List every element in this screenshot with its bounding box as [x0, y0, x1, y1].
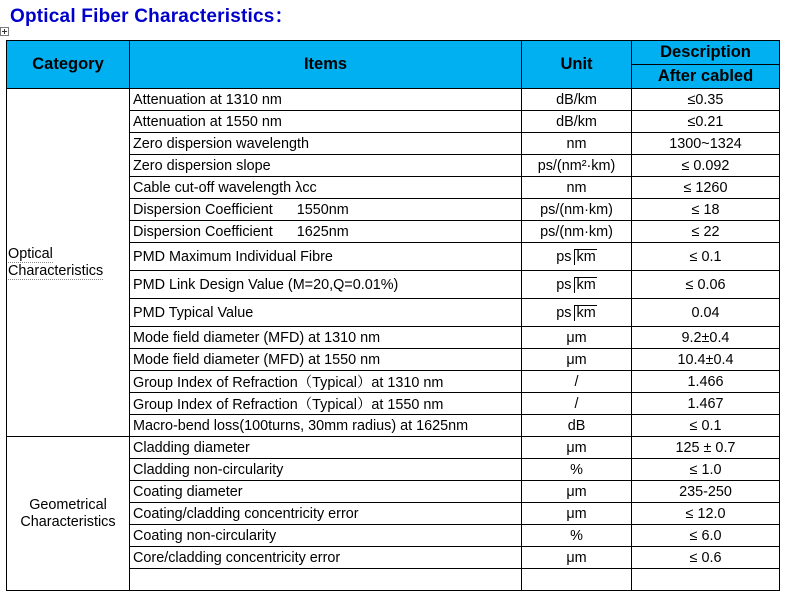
unit-cell: nm — [522, 133, 632, 155]
value-cell: ≤ 12.0 — [632, 503, 780, 525]
item-cell: Mode field diameter (MFD) at 1310 nm — [130, 327, 522, 349]
unit-cell: / — [522, 371, 632, 393]
value-cell: ≤0.21 — [632, 111, 780, 133]
page-title: Optical Fiber Characteristics： — [10, 6, 294, 27]
unit-ps: ps — [556, 248, 572, 265]
item-cell: Macro-bend loss(100turns, 30mm radius) at 1625nm — [130, 415, 522, 437]
unit-cell: ps/(nm·km) — [522, 221, 632, 243]
unit-cell: % — [522, 525, 632, 547]
unit-cell: μm — [522, 547, 632, 569]
item-cell: Group Index of Refraction（Typical）at 1550 nm — [130, 393, 522, 415]
unit-cell: dB — [522, 415, 632, 437]
item-cell: Cable cut-off wavelength λcc — [130, 177, 522, 199]
value-cell: ≤ 0.6 — [632, 547, 780, 569]
value-cell: 125 ± 0.7 — [632, 437, 780, 459]
category-optical: Optical Characteristics — [7, 89, 130, 437]
item-cell: Core/cladding concentricity error — [130, 547, 522, 569]
item-cell: Dispersion Coefficient 1625nm — [130, 221, 522, 243]
unit-cell: % — [522, 459, 632, 481]
value-cell: 1.467 — [632, 393, 780, 415]
unit-cell: dB/km — [522, 111, 632, 133]
unit-cell: μm — [522, 437, 632, 459]
header-description: Description — [632, 41, 780, 65]
unit-cell: dB/km — [522, 89, 632, 111]
item-cell: Attenuation at 1310 nm — [130, 89, 522, 111]
table-row — [7, 89, 780, 111]
category-geometrical: Geometrical Characteristics — [7, 437, 130, 591]
unit-cell: / — [522, 393, 632, 415]
empty-cell — [130, 569, 522, 591]
unit-cell: μm — [522, 349, 632, 371]
item-cell: Mode field diameter (MFD) at 1550 nm — [130, 349, 522, 371]
sqrt-km: km — [574, 277, 597, 293]
value-cell: ≤ 1.0 — [632, 459, 780, 481]
sqrt-km: km — [574, 249, 597, 265]
unit-cell: ps/(nm·km) — [522, 199, 632, 221]
header-category: Category — [7, 41, 130, 89]
unit-cell: μm — [522, 327, 632, 349]
item-cell: Coating/cladding concentricity error — [130, 503, 522, 525]
value-cell: 0.04 — [632, 299, 780, 327]
unit-cell: μm — [522, 503, 632, 525]
item-cell: Dispersion Coefficient 1550nm — [130, 199, 522, 221]
item-cell: Cladding non-circularity — [130, 459, 522, 481]
value-cell: ≤0.35 — [632, 89, 780, 111]
value-cell: 9.2±0.4 — [632, 327, 780, 349]
value-cell: ≤ 0.1 — [632, 243, 780, 271]
item-cell: Coating non-circularity — [130, 525, 522, 547]
unit-cell — [522, 271, 632, 299]
unit-ps: ps — [556, 304, 572, 321]
table-row — [7, 437, 780, 459]
unit-cell: μm — [522, 481, 632, 503]
unit-cell — [522, 299, 632, 327]
value-cell: ≤ 0.1 — [632, 415, 780, 437]
value-cell: ≤ 0.06 — [632, 271, 780, 299]
empty-cell — [522, 569, 632, 591]
unit-cell: nm — [522, 177, 632, 199]
value-cell: ≤ 18 — [632, 199, 780, 221]
table-move-handle-icon[interactable] — [0, 27, 9, 36]
empty-cell — [632, 569, 780, 591]
unit-cell — [522, 243, 632, 271]
value-cell: 10.4±0.4 — [632, 349, 780, 371]
header-after-cabled: After cabled — [632, 65, 780, 89]
item-cell: Group Index of Refraction（Typical）at 1310 nm — [130, 371, 522, 393]
item-cell: PMD Link Design Value (M=20,Q=0.01%) — [130, 271, 522, 299]
sqrt-km: km — [574, 305, 597, 321]
value-cell: 1300~1324 — [632, 133, 780, 155]
item-cell: Cladding diameter — [130, 437, 522, 459]
item-cell: Zero dispersion slope — [130, 155, 522, 177]
value-cell: 235-250 — [632, 481, 780, 503]
header-unit: Unit — [522, 41, 632, 89]
unit-cell: ps/(nm²·km) — [522, 155, 632, 177]
item-cell: Attenuation at 1550 nm — [130, 111, 522, 133]
unit-ps: ps — [556, 276, 572, 293]
item-cell: PMD Typical Value — [130, 299, 522, 327]
value-cell: ≤ 1260 — [632, 177, 780, 199]
item-cell: PMD Maximum Individual Fibre — [130, 243, 522, 271]
value-cell: ≤ 6.0 — [632, 525, 780, 547]
header-items: Items — [130, 41, 522, 89]
item-cell: Coating diameter — [130, 481, 522, 503]
value-cell: ≤ 0.092 — [632, 155, 780, 177]
fiber-spec-table — [6, 40, 780, 591]
value-cell: ≤ 22 — [632, 221, 780, 243]
item-cell: Zero dispersion wavelength — [130, 133, 522, 155]
value-cell: 1.466 — [632, 371, 780, 393]
